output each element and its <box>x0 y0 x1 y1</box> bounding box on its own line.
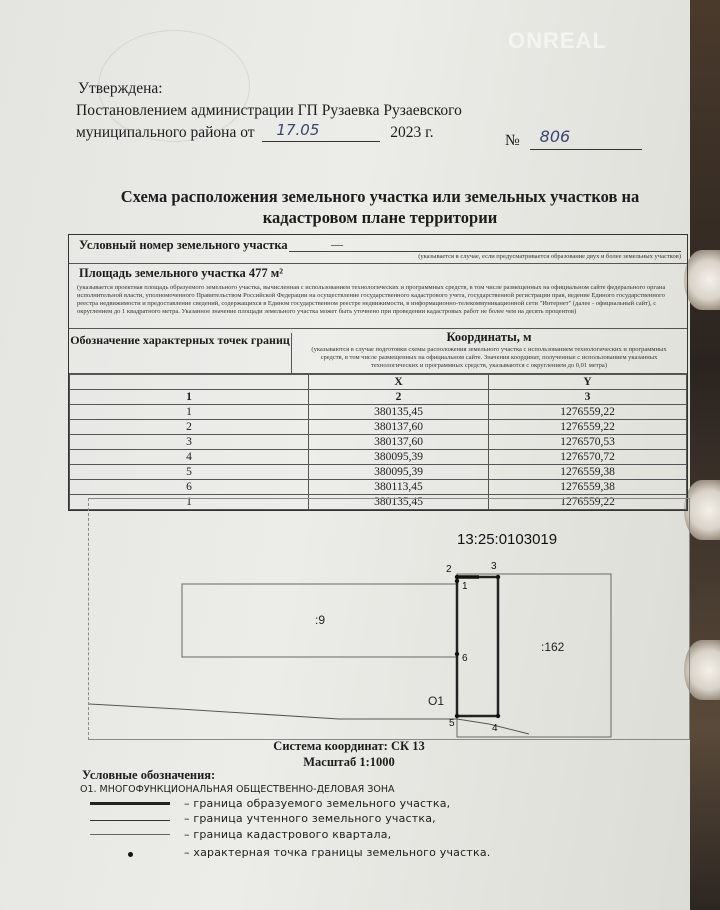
coordinate-system: Система координат: СК 13 <box>273 739 425 753</box>
date-handwritten: 17.05 <box>276 121 320 139</box>
date-field <box>262 121 380 142</box>
cadastral-plan <box>88 498 690 740</box>
approved-label: Утверждена: <box>78 80 163 97</box>
number-field <box>530 127 642 150</box>
legend-title: Условные обозначения: <box>82 768 216 782</box>
legend-quarter-text: – граница кадастрового квартала, <box>184 828 392 841</box>
table-row: 6 380113,45 1276559,38 <box>70 480 687 495</box>
conditional-number-label: Условный номер земельного участка <box>79 238 288 252</box>
point-4-label: 4 <box>492 723 498 734</box>
columns-header-row <box>69 329 687 374</box>
map-scale: Масштаб 1:1000 <box>303 755 395 769</box>
points-column-header: Обозначение характерных точек границ <box>69 333 292 373</box>
point-1-marker <box>455 579 459 583</box>
table-row: 4 380095,39 1276570,72 <box>70 450 687 465</box>
title-line-1: Схема расположения земельного участка или земельных участков на <box>120 187 640 206</box>
legend-existing-parcel-line <box>90 820 170 821</box>
conditional-number-value: — <box>331 237 343 251</box>
point-2-marker <box>455 575 459 579</box>
legend-new-parcel-line <box>90 802 170 805</box>
quarter-boundary <box>89 704 529 734</box>
approved-by: Постановлением администрации ГП Рузаевка Рузаевского <box>76 102 462 119</box>
legend-point-marker <box>128 852 133 857</box>
coordinates-table <box>69 374 687 510</box>
title-line-2: кадастровом плане территории <box>262 208 498 227</box>
x-header: X <box>309 375 489 390</box>
number-handwritten: 806 <box>539 127 571 146</box>
legend-zone: О1. МНОГОФУНКЦИОНАЛЬНАЯ ОБЩЕСТВЕННО-ДЕЛОВАЯ ЗОНА <box>80 784 395 795</box>
y-header: Y <box>489 375 687 390</box>
area-note: (указывается проектная площадь образуемого земельного участка, вычисленная с использованием технологических и программных средств, в том числе размещенных на официальном сайте федерального органа исполнительной власти, уполномоченного Правительством Российской Федерации на осуществление государственного кадастрового учета, государственной регистрации прав, ведение Единого государственного реестра недвижимости и предоставление сведений, содержащихся в Едином государственном реестре недвижимости, в информационно-телекоммуникационной сети "Интернет" (далее - официальный сайт), с округлением до 1 квадратного метра. Указанное значение площади земельного участка может быть уточнено при проведении кадастровых работ не более чем на десять процентов) <box>77 284 666 315</box>
xy-header-row <box>70 375 687 390</box>
area-row <box>69 264 687 329</box>
point-2-label: 2 <box>446 564 452 575</box>
point-5-label: 5 <box>449 718 455 729</box>
point-1-label: 1 <box>462 581 468 592</box>
decree-number <box>505 127 642 150</box>
coords-column-header: Координаты, м <box>446 330 532 344</box>
table-row: 2 380137,60 1276559,22 <box>70 420 687 435</box>
parcel-162-boundary <box>457 574 611 737</box>
table-row: 3 380137,60 1276570,53 <box>70 435 687 450</box>
point-4-marker <box>496 714 500 718</box>
approved-by-cont <box>76 121 434 142</box>
year-text: 2023 г. <box>390 124 434 141</box>
zone-o1-label: О1 <box>428 694 445 708</box>
background-edge <box>690 0 720 910</box>
watermark: ONREAL <box>508 28 607 53</box>
point-6-marker <box>455 652 459 656</box>
district-text: муниципального района от <box>76 124 255 141</box>
legend-quarter-line <box>90 834 170 835</box>
point-6-label: 6 <box>462 653 468 664</box>
document-title <box>60 186 700 228</box>
plan-caption <box>0 738 698 770</box>
cadastral-quarter-number: 13:25:0103019 <box>457 531 558 548</box>
legend-existing-parcel-text: – граница учтенного земельного участка, <box>184 812 436 825</box>
plan-drawing <box>89 499 689 739</box>
index-row: 1 2 3 <box>70 390 687 405</box>
coords-note: (указываются в случае подготовки схемы расположения земельного участка с использованием технологических и программных средств, в том числе размещенных на официальном сайте. Значения координат, полученные с использованием указанных технологических и программных средств, указываются с округлением до 0,01 метра) <box>311 346 667 369</box>
parcel-162-label: :162 <box>541 640 565 654</box>
conditional-number-note: (указывается в случае, если предусматривается образование двух и более земельных участков) <box>289 251 681 261</box>
point-5-marker <box>455 714 459 718</box>
table-row: 1 380135,45 1276559,22 <box>70 495 687 510</box>
point-3-label: 3 <box>491 561 497 572</box>
number-sign: № <box>505 132 520 149</box>
legend-point-text: – характерная точка границы земельного участка. <box>184 846 491 859</box>
legend-new-parcel-text: – граница образуемого земельного участка, <box>184 797 451 810</box>
flower-decoration <box>684 250 720 310</box>
table-row: 5 380095,39 1276559,38 <box>70 465 687 480</box>
area-label: Площадь земельного участка 477 м² <box>79 266 284 280</box>
parcel-9-label: :9 <box>315 613 326 627</box>
conditional-number-row <box>69 235 687 264</box>
new-parcel-boundary <box>457 577 498 716</box>
table-row: 1 380135,45 1276559,22 <box>70 405 687 420</box>
parcel-table <box>68 234 688 511</box>
point-3-marker <box>496 575 500 579</box>
